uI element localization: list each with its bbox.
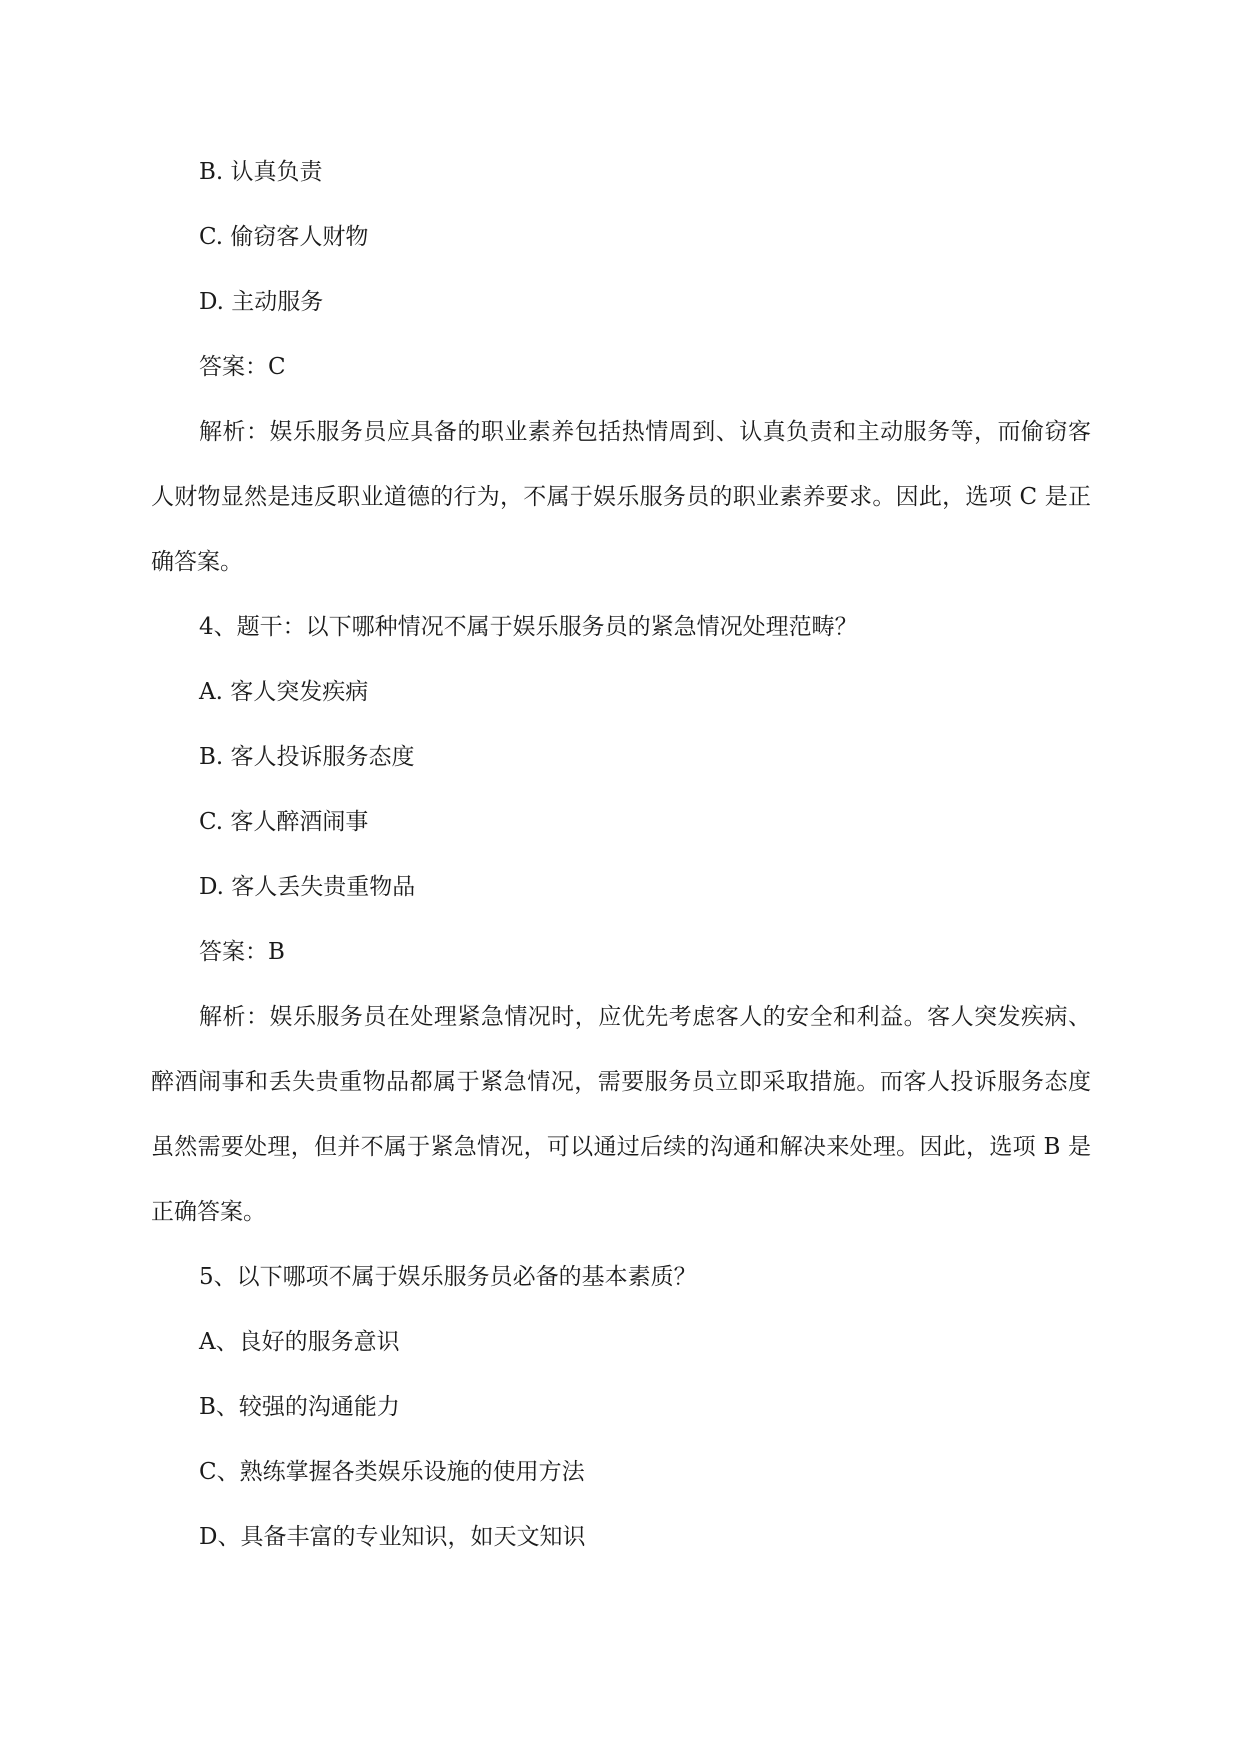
explanation-q4: 解析：娱乐服务员在处理紧急情况时，应优先考虑客人的安全和利益。客人突发疾病、醉酒闹事和丢失贵重物品都属于紧急情况，需要服务员立即采取措施。而客人投诉服务态度虽然需要处理，但并不属于紧急情况，可以通过后续的沟通和解决来处理。因此，选项 B 是正确答案。: [151, 1004, 1091, 1225]
question-4: 4、题干：以下哪种情况不属于娱乐服务员的紧急情况处理范畴？: [199, 614, 858, 640]
option-b-q3: B. 认真负责: [199, 159, 323, 185]
option-c-q4: C. 客人醉酒闹事: [199, 809, 369, 835]
answer-q3: 答案：C: [199, 354, 286, 380]
explanation-q3: 解析：娱乐服务员应具备的职业素养包括热情周到、认真负责和主动服务等，而偷窃客人财物显然是违反职业道德的行为，不属于娱乐服务员的职业素养要求。因此，选项 C 是正确答案。: [151, 419, 1091, 575]
document-content: [151, 140, 1091, 1570]
option-b-q4: B. 客人投诉服务态度: [199, 744, 415, 770]
option-d-q5: D、具备丰富的专业知识，如天文知识: [199, 1524, 586, 1550]
option-d-q3: D. 主动服务: [199, 289, 324, 315]
option-a-q4: A. 客人突发疾病: [199, 679, 369, 705]
option-d-q4: D. 客人丢失贵重物品: [199, 874, 416, 900]
question-5: 5、以下哪项不属于娱乐服务员必备的基本素质？: [199, 1264, 697, 1290]
option-c-q5: C、熟练掌握各类娱乐设施的使用方法: [199, 1459, 585, 1485]
answer-q4: 答案：B: [199, 939, 285, 965]
option-c-q3: C. 偷窃客人财物: [199, 224, 369, 250]
option-b-q5: B、较强的沟通能力: [199, 1394, 400, 1420]
option-a-q5: A、良好的服务意识: [199, 1329, 400, 1355]
